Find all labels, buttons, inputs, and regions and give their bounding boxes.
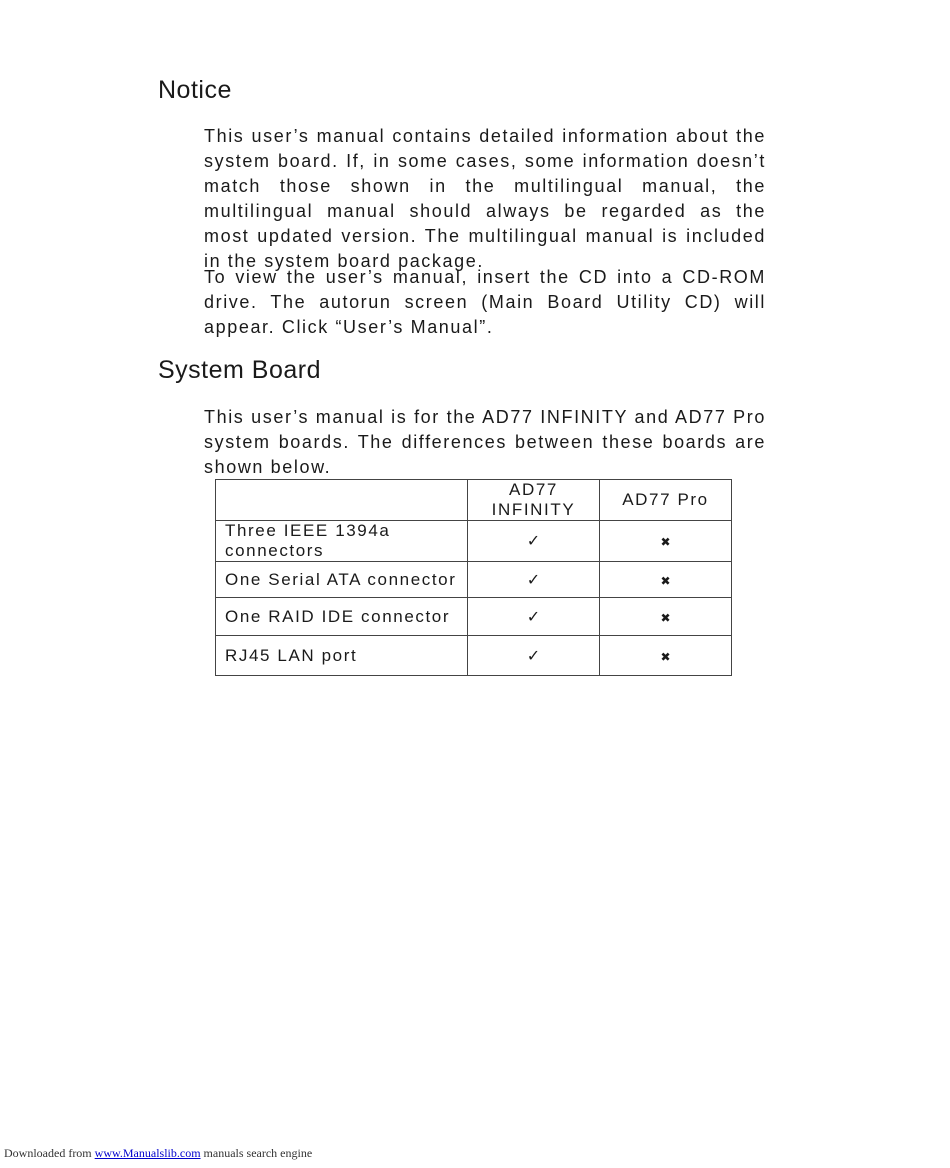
cross-icon: ✖ xyxy=(660,649,671,664)
manualslib-link[interactable]: www.Manualslib.com xyxy=(94,1146,201,1160)
cross-icon: ✖ xyxy=(660,610,671,625)
system-board-paragraph: This user’s manual is for the AD77 INFINITY and AD77 Pro system boards. The differences between these boards are shown below. xyxy=(204,407,766,477)
cross-icon: ✖ xyxy=(660,573,671,588)
footer-suffix: manuals search engine xyxy=(203,1146,313,1160)
download-footer xyxy=(4,1146,312,1161)
feature-cell: RJ45 LAN port xyxy=(216,636,468,676)
table-row xyxy=(216,521,732,562)
header-ad77-pro: AD77 Pro xyxy=(600,480,732,521)
feature-cell: Three IEEE 1394a connectors xyxy=(216,521,468,562)
feature-cell: One Serial ATA connector xyxy=(216,562,468,598)
notice-paragraph-2: To view the user’s manual, insert the CD into a CD-ROM drive. The autorun screen (Main Board Utility CD) will appear. Click “User’s Manual”. xyxy=(204,267,766,337)
check-icon: ✓ xyxy=(526,645,541,665)
table-row xyxy=(216,636,732,676)
footer-prefix: Downloaded from xyxy=(4,1146,92,1160)
board-comparison-table xyxy=(215,479,732,676)
check-icon: ✓ xyxy=(526,569,541,589)
header-ad77-infinity: AD77 INFINITY xyxy=(468,480,600,521)
feature-cell: One RAID IDE connector xyxy=(216,598,468,636)
infinity-cell xyxy=(468,521,600,562)
pro-cell xyxy=(600,521,732,562)
pro-cell xyxy=(600,562,732,598)
infinity-cell xyxy=(468,598,600,636)
system-board-heading: System Board xyxy=(158,356,322,384)
header-feature xyxy=(216,480,468,521)
check-icon: ✓ xyxy=(526,531,541,550)
table-row xyxy=(216,562,732,598)
notice-paragraph-1: This user’s manual contains detailed information about the system board. If, in some cases, some information doesn’t match those shown in the multilingual manual, the multilingual manual should always be regarded as the most updated version. The multilingual manual is included in the system board package. xyxy=(204,126,766,271)
table-row xyxy=(216,598,732,636)
infinity-cell xyxy=(468,562,600,598)
pro-cell xyxy=(600,636,732,676)
notice-heading: Notice xyxy=(158,76,232,104)
cross-icon: ✖ xyxy=(660,535,671,549)
infinity-cell xyxy=(468,636,600,676)
pro-cell xyxy=(600,598,732,636)
check-icon: ✓ xyxy=(526,606,541,626)
table-header-row xyxy=(216,480,732,521)
